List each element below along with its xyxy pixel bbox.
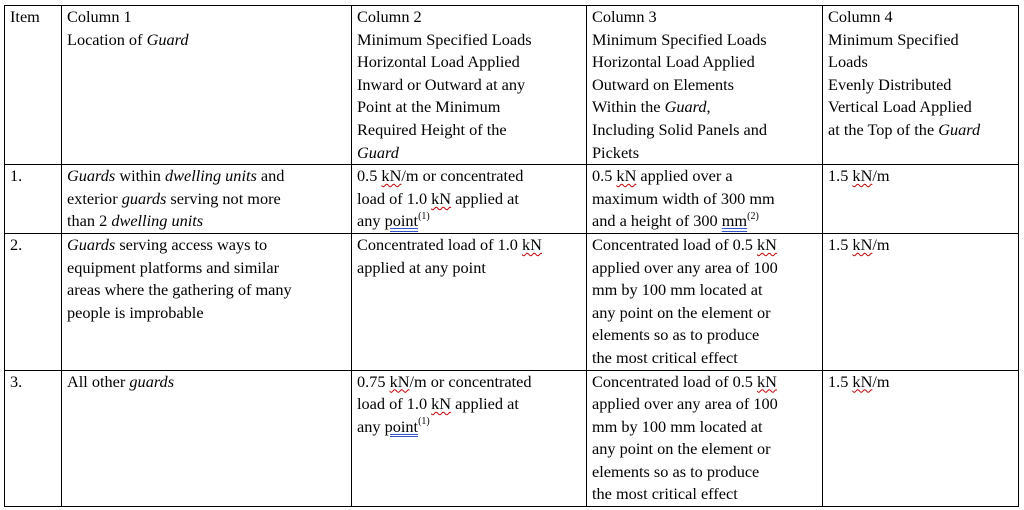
footnote-ref: (1) xyxy=(418,210,430,222)
row-horizontal-load: 0.5 kN/m or concentrated load of 1.0 kN applied at any point$^{(1)}$ xyxy=(352,165,587,234)
row-horizontal-load: 0.75 kN/m or concentrated load of 1.0 kN applied at any point$^{(1)}$ xyxy=(352,370,587,507)
footnote-ref: (1) xyxy=(418,416,430,428)
header-col1-title: Column 1 xyxy=(67,7,132,26)
row-item-number: 3. xyxy=(5,370,62,507)
row-item-number: 2. xyxy=(5,233,62,370)
header-col4-title: Column 4 xyxy=(828,7,893,26)
header-row xyxy=(5,6,1019,165)
header-col3-title: Column 3 xyxy=(592,7,657,26)
header-col1 xyxy=(62,6,352,165)
table-row xyxy=(5,370,1019,507)
row-element-load: Concentrated load of 0.5 kN applied over any area of 100 mm by 100 mm located at any point on the element or elements so as to produce the most critical effect xyxy=(587,370,823,507)
row-element-load: 0.5 kN applied over a maximum width of 300 mm and a height of 300 $mm^{(2)}$ xyxy=(587,165,823,234)
row-vertical-load: 1.5 kN/m xyxy=(823,233,1019,370)
row-location: All other guards xyxy=(62,370,352,507)
header-col4: Column 4 Minimum Specified Loads Evenly Distributed Vertical Load Applied at the Top of the Guard xyxy=(823,6,1019,165)
row-location: Guards serving access ways to equipment platforms and similar areas where the gathering of many people is improbable xyxy=(62,233,352,370)
footnote-ref: (2) xyxy=(747,210,759,222)
row-horizontal-load: Concentrated load of 1.0 kN applied at any point xyxy=(352,233,587,370)
table-row xyxy=(5,165,1019,234)
row-vertical-load: 1.5 kN/m xyxy=(823,370,1019,507)
guard-loads-table xyxy=(4,5,1019,507)
header-col2-title: Column 2 xyxy=(357,7,422,26)
header-col2: Column 2 Minimum Specified Loads Horizontal Load Applied Inward or Outward at any Point at the Minimum Required Height of the Guard xyxy=(352,6,587,165)
row-item-number: 1. xyxy=(5,165,62,234)
row-location: Guards within dwelling units and exterior guards serving not more than 2 dwelling units xyxy=(62,165,352,234)
row-element-load: Concentrated load of 0.5 kN applied over any area of 100 mm by 100 mm located at any point on the element or elements so as to produce the most critical effect xyxy=(587,233,823,370)
row-vertical-load: 1.5 kN/m xyxy=(823,165,1019,234)
header-col3: Column 3 Minimum Specified Loads Horizontal Load Applied Outward on Elements Within the Guard, Including Solid Panels and Pickets xyxy=(587,6,823,165)
table-row xyxy=(5,233,1019,370)
header-item-label: Item xyxy=(10,7,40,26)
header-col1-desc: Location of Guard xyxy=(67,29,189,49)
header-item xyxy=(5,6,62,165)
